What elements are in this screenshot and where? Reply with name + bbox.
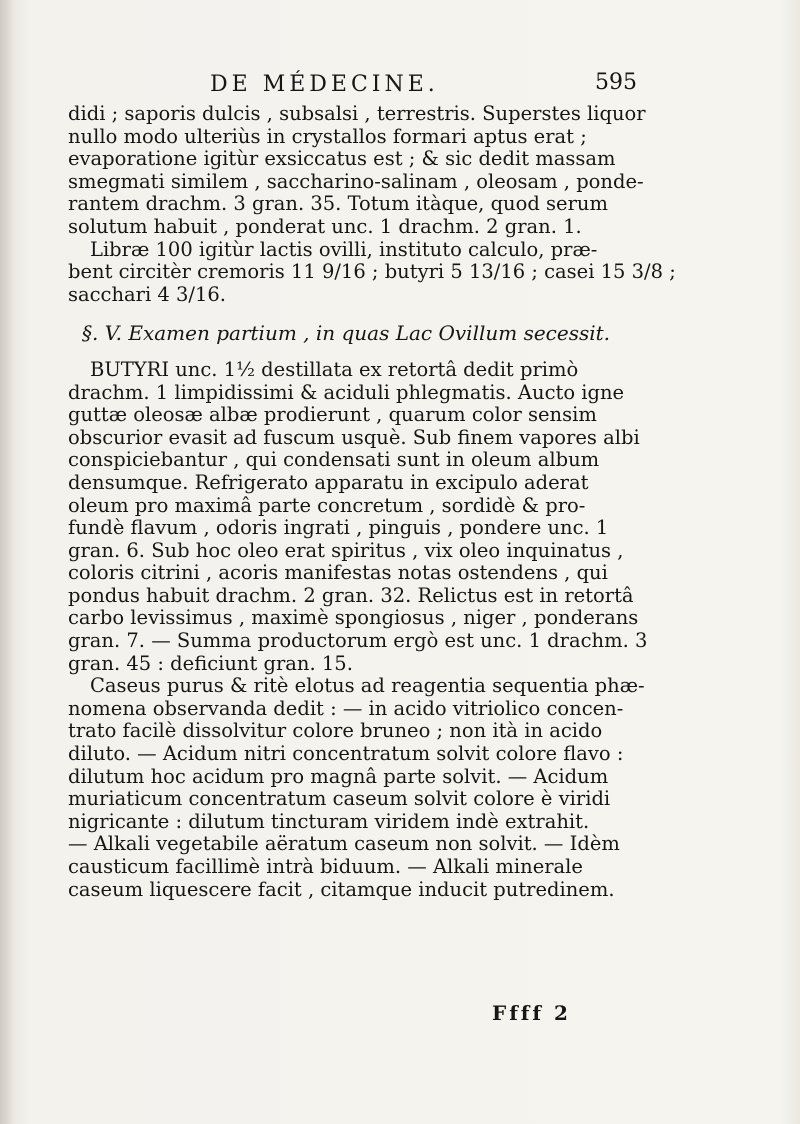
text-line: gran. 7. — Summa productorum ergò est unc. 1 drachm. 3: [68, 629, 648, 653]
text-line: densumque. Refrigerato apparatu in excipulo aderat: [68, 470, 589, 494]
paragraph-4: [68, 675, 668, 901]
text-line: guttæ oleosæ albæ prodierunt , quarum color sensim: [68, 403, 597, 427]
text-line: solutum habuit , ponderat unc. 1 drachm. 2 gran. 1.: [68, 214, 582, 238]
page-gutter-shadow: [0, 0, 14, 1124]
text-line: bent circitèr cremoris 11 9/16 ; butyri 5 13/16 ; casei 15 3/8 ;: [68, 260, 676, 284]
running-head: DE MÉDECINE.: [210, 72, 439, 97]
text-line: nomena observanda dedit : — in acido vitriolico concen-: [68, 696, 624, 720]
text-line: gran. 45 : deficiunt gran. 15.: [68, 651, 353, 675]
text-line: oleum pro maximâ parte concretum , sordidè & pro-: [68, 493, 586, 517]
text-line: BUTYRI unc. 1½ destillata ex retortâ dedit primò: [90, 357, 579, 381]
text-line: diluto. — Acidum nitri concentratum solvit colore flavo :: [68, 742, 624, 766]
section-heading: §. V. Examen partium , in quas Lac Ovillum secessit.: [82, 321, 611, 346]
text-line: Caseus purus & ritè elotus ad reagentia sequentia phæ-: [90, 674, 645, 698]
text-line: carbo levissimus , maximè spongiosus , niger , ponderans: [68, 606, 639, 630]
text-line: trato facilè dissolvitur colore bruneo ; non ità in acido: [68, 719, 603, 743]
text-line: dilutum hoc acidum pro magnâ parte solvit. — Acidum: [68, 764, 609, 788]
text-line: evaporatione igitùr exsiccatus est ; & sic dedit massam: [68, 147, 616, 171]
text-line: smegmati similem , saccharino-salinam , oleosam , ponde-: [68, 169, 644, 193]
text-line: obscurior evasit ad fuscum usquè. Sub finem vapores albi: [68, 425, 640, 449]
text-line: nigricante : dilutum tincturam viridem indè extrahit.: [68, 809, 590, 833]
text-line: caseum liquescere facit , citamque inducit putredinem.: [68, 877, 615, 901]
text-line: gran. 6. Sub hoc oleo erat spiritus , vix oleo inquinatus ,: [68, 538, 624, 562]
body-text: [68, 102, 676, 901]
text-line: didi ; saporis dulcis , subsalsi , terrestris. Superstes liquor: [68, 102, 646, 125]
text-line: nullo modo ulteriùs in crystallos formari aptus erat ;: [68, 124, 587, 148]
text-line: rantem drachm. 3 gran. 35. Totum itàque, quod serum: [68, 192, 608, 216]
text-line: drachm. 1 limpidissimi & aciduli phlegmatis. Aucto igne: [68, 380, 625, 404]
page-header: [210, 70, 637, 102]
text-line: Libræ 100 igitùr lactis ovilli, instituto calculo, præ-: [90, 237, 598, 261]
text-line: causticum facillimè intrà biduum. — Alkali minerale: [68, 855, 583, 878]
text-line: conspiciebantur , qui condensati sunt in oleum album: [68, 448, 600, 472]
text-line: coloris citrini , acoris manifestas notas ostendens , qui: [68, 561, 608, 585]
paragraph-3: [68, 359, 668, 675]
text-line: fundè flavum , odoris ingrati , pinguis , pondere unc. 1: [68, 516, 609, 540]
text-line: muriaticum concentratum caseum solvit colore è viridi: [68, 787, 611, 811]
text-line: sacchari 4 3/16.: [68, 282, 227, 306]
signature-mark: Ffff 2: [492, 1001, 571, 1025]
paragraph-2: [68, 237, 676, 307]
page-number: 595: [595, 70, 637, 95]
paragraph-1: [68, 103, 668, 239]
text-line: — Alkali vegetabile aëratum caseum non solvit. — Idèm: [68, 832, 620, 856]
text-line: pondus habuit drachm. 2 gran. 32. Relictus est in retortâ: [68, 583, 634, 607]
